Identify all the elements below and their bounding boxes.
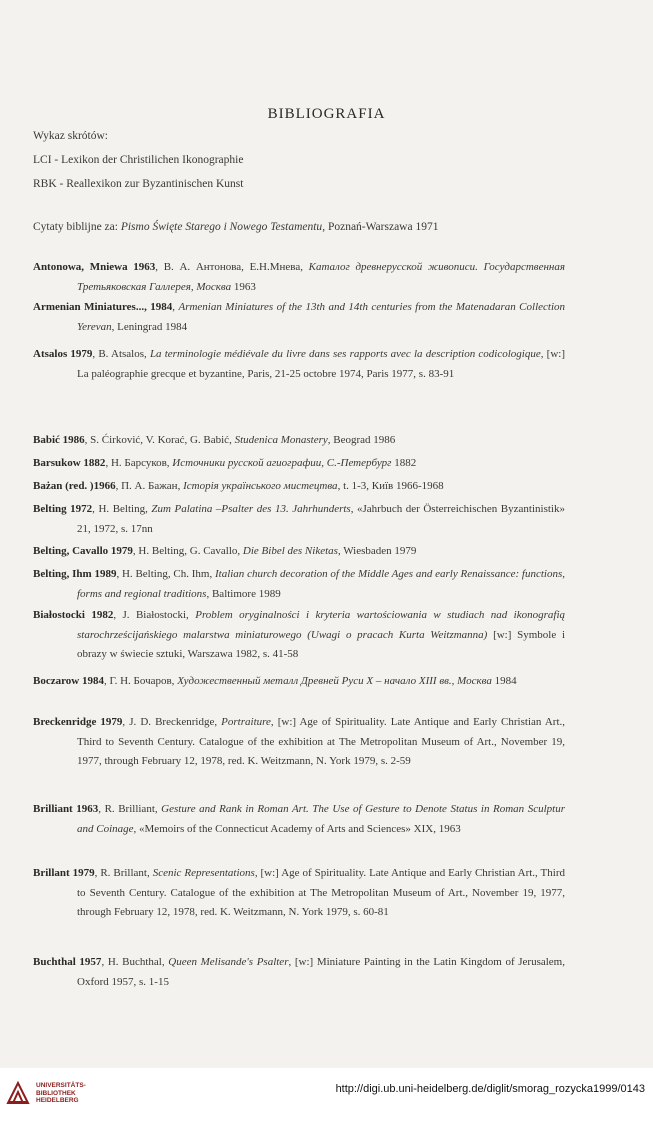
bibliography-entry: Belting, Cavallo 1979, H. Belting, G. Cavallo, Die Bibel des Niketas, Wiesbaden 1979 [33,545,417,557]
bible-note [33,222,438,234]
bibliography-entry: Brilliant 1963, R. Brilliant, Gesture and Rank in Roman Art. The Use of Gesture to Denote Status in Roman Sculptur and Coinage, «Memoirs of the Connecticut Academy of Arts and Sciences» XIX, 1963 [33,803,565,835]
bibliography-entry: Breckenridge 1979, J. D. Breckenridge, Portraiture, [w:] Age of Spirituality. Late Antique and Early Christian Art., Third to Seventh Century. Catalogue of the exhibition at The Metropolitan Museum of Art., November 19, 1977, through February 12, 1978, red. K. Weitzmann, N. York 1979, s. 2-59 [33,716,566,767]
bibliography-entry: Belting 1972, H. Belting, Zum Palatina –Psalter des 13. Jahrhunderts, «Jahrbuch der Österreichischen Byzantinistik» 21, 1972, s. 17nn [33,503,565,535]
abbreviation-rbk: RBK - Reallexikon zur Byzantinischen Kunst [33,178,244,190]
abbreviation-lci: LCI - Lexikon der Christilichen Ikonographie [33,154,244,166]
bibliography-entry: Buchthal 1957, H. Buchthal, Queen Melisande's Psalter, [w:] Miniature Painting in the Latin Kingdom of Jerusalem, Oxford 1957, s. 1-15 [33,956,565,988]
bibliography-entry: Belting, Ihm 1989, H. Belting, Ch. Ihm, Italian church decoration of the Middle Ages and early Renaissance: functions, forms and regional traditions, Baltimore 1989 [33,568,565,600]
bibliography-entry: Boczarow 1984, Г. Н. Бочаров, Художественный металл Древней Руси X – начало XIII вв., Москва 1984 [33,675,517,687]
bibliography-entry: Armenian Miniatures..., 1984, Armenian Miniatures of the 13th and 14th centuries from the Matenadaran Collection Yerevan, Leningrad 1984 [33,301,566,333]
abbreviations-heading: Wykaz skrótów: [33,130,108,142]
page-title: BIBLIOGRAFIA [267,106,386,122]
bibliography-entry: Barsukow 1882, Н. Барсуков, Источники русской агиографии, С.-Петербург 1882 [33,457,417,469]
bible-note-source: Pismo Święte Starego i Nowego Testamentu [120,221,323,233]
bibliography-entry: Bażan (red. )1966, П. А. Бажан, Історія українського мистецтва, t. 1-3, Київ 1966-1968 [33,480,444,492]
bibliography-entry: Babić 1986, S. Ćirković, V. Korać, G. Babić, Studenica Monastery, Beograd 1986 [33,434,396,446]
bibliography-entry: Atsalos 1979, B. Atsalos, La terminologie médiévale du livre dans ses rapports avec la description codicologique, [w:] La paléographie grecque et byzantine, Paris, 21-25 octobre 1974, Paris 1977, s. 83-91 [33,348,565,380]
bibliography-entry: Brillant 1979, R. Brillant, Scenic Representations, [w:] Age of Spirituality. Late Antique and Early Christian Art., Third to Seventh Century. Catalogue of the exhibition at The Metropolitan Museum of Art., November 19, 1977, through February 12, 1978, red. K. Weitzmann, N. York 1979, s. 60-81 [33,867,565,918]
bibliography-entry: Białostocki 1982, J. Białostocki, Problem oryginalności i kryteria wartościowania w studiach nad ikonografią starochrześcijańskiego malarstwa miniaturowego (Uwagi o pracach Kurta Weitzmanna) [w:] Symbole i obrazy w świecie sztuki, Warszawa 1982, s. 41-58 [33,609,566,660]
bible-note-rest: , Poznań-Warszawa 1971 [322,221,439,233]
library-logo-text: UNIVERSITÄTS- BIBLIOTHEK HEIDELBERG [36,1082,86,1104]
bible-note-label: Cytaty biblijne za: [33,221,118,233]
source-url-link[interactable]: http://digi.ub.uni-heidelberg.de/diglit/smorag_rozycka1999/0143 [335,1083,645,1095]
library-logo-icon [6,1081,30,1105]
bibliography-entry: Antonowa, Mniewa 1963, В. А. Антонова, Е.Н.Мнева, Каталог древнерусской живописи. Государственная Третьяковская Галлерея, Москва 1963 [33,261,565,293]
